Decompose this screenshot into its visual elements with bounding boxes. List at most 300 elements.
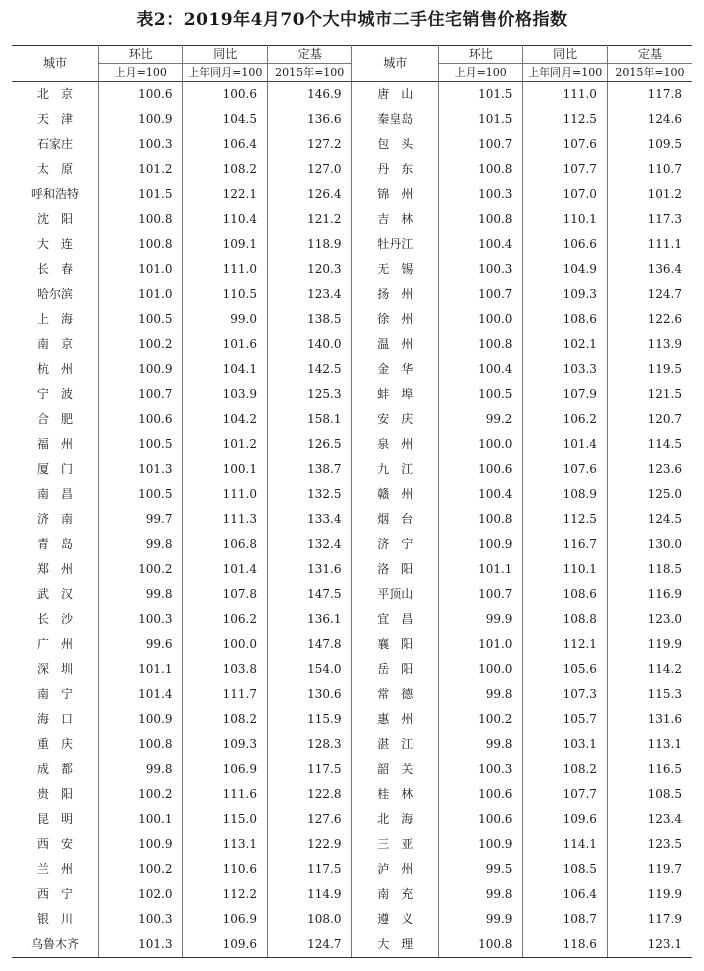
cell-l-yoy: 106.8 [183,532,267,557]
cell-l-base: 118.9 [267,232,351,257]
cell-r-mom: 100.2 [438,707,522,732]
cell-l-mom: 101.5 [99,182,183,207]
table-row [12,782,692,807]
cell-l-mom: 100.2 [99,857,183,882]
cell-l-base: 121.2 [267,207,351,232]
cell-r-mom: 100.9 [438,832,522,857]
cell-l-base: 117.5 [267,757,351,782]
cell-l-base: 120.3 [267,257,351,282]
cell-l-mom: 100.9 [99,357,183,382]
cell-r-base: 117.3 [607,207,692,232]
cell-l-city: 南 京 [36,337,73,351]
table-row [12,857,692,882]
cell-l-city: 杭 州 [36,362,73,376]
cell-l-city: 南 昌 [36,487,73,501]
cell-l-yoy: 104.1 [183,357,267,382]
cell-r-yoy: 105.6 [523,657,607,682]
cell-l-yoy: 100.6 [183,82,267,108]
cell-l-base: 117.5 [267,857,351,882]
cell-r-mom: 100.0 [438,432,522,457]
cell-r-base: 114.5 [607,432,692,457]
cell-l-base: 147.5 [267,582,351,607]
cell-l-yoy: 108.2 [183,707,267,732]
cell-l-yoy: 106.9 [183,907,267,932]
cell-l-mom: 99.8 [99,582,183,607]
cell-l-base: 132.4 [267,532,351,557]
cell-l-base: 128.3 [267,732,351,757]
cell-r-base: 124.5 [607,507,692,532]
cell-l-yoy: 122.1 [183,182,267,207]
cell-r-city: 金 华 [352,357,439,382]
table-row [12,482,692,507]
cell-r-city: 无 锡 [352,257,439,282]
cell-r-mom: 101.5 [438,82,522,108]
cell-r-yoy: 108.9 [523,482,607,507]
cell-r-mom: 100.8 [438,207,522,232]
cell-l-base: 114.9 [267,882,351,907]
cell-r-mom: 100.8 [438,332,522,357]
cell-r-mom: 100.6 [438,457,522,482]
table-row [12,357,692,382]
cell-l-mom: 101.4 [99,682,183,707]
cell-r-base: 116.9 [607,582,692,607]
cell-l-city: 深 圳 [36,662,73,676]
cell-l-yoy: 106.4 [183,132,267,157]
cell-r-city: 吉 林 [352,207,439,232]
cell-l-base: 154.0 [267,657,351,682]
cell-r-city: 徐 州 [352,307,439,332]
cell-r-base: 117.8 [607,82,692,108]
cell-l-city: 宁 波 [36,387,73,401]
cell-r-yoy: 112.5 [523,107,607,132]
cell-r-base: 119.9 [607,632,692,657]
cell-l-base: 126.5 [267,432,351,457]
cell-r-city: 岳 阳 [352,657,439,682]
cell-r-yoy: 107.0 [523,182,607,207]
cell-l-base: 125.3 [267,382,351,407]
cell-r-mom: 99.8 [438,732,522,757]
cell-r-yoy: 105.7 [523,707,607,732]
cell-r-city: 大 理 [352,932,439,958]
table-row [12,457,692,482]
cell-l-base: 138.7 [267,457,351,482]
cell-r-base: 123.4 [607,807,692,832]
table-row [12,382,692,407]
cell-l-city: 贵 阳 [36,787,73,801]
cell-l-city: 长 沙 [36,612,73,626]
cell-l-yoy: 101.4 [183,557,267,582]
cell-r-mom: 101.5 [438,107,522,132]
cell-r-mom: 100.0 [438,307,522,332]
cell-l-city: 北 京 [36,87,73,101]
cell-l-mom: 100.6 [99,82,183,108]
cell-r-yoy: 107.6 [523,457,607,482]
cell-l-base: 131.6 [267,557,351,582]
cell-l-yoy: 100.0 [183,632,267,657]
cell-r-yoy: 108.6 [523,307,607,332]
table-row [12,882,692,907]
cell-l-city: 兰 州 [36,862,73,876]
cell-r-yoy: 103.3 [523,357,607,382]
table-row [12,657,692,682]
cell-l-mom: 100.9 [99,107,183,132]
header-city-right: 城市 [352,46,439,82]
cell-r-base: 119.7 [607,857,692,882]
cell-r-base: 119.9 [607,882,692,907]
cell-l-city: 合 肥 [36,412,73,426]
cell-l-base: 115.9 [267,707,351,732]
cell-r-mom: 100.7 [438,582,522,607]
cell-l-base: 133.4 [267,507,351,532]
cell-r-city: 锦 州 [352,182,439,207]
cell-r-mom: 101.0 [438,632,522,657]
cell-l-base: 132.5 [267,482,351,507]
cell-r-mom: 99.8 [438,682,522,707]
cell-l-city: 长 春 [36,262,73,276]
table-row [12,807,692,832]
cell-r-base: 101.2 [607,182,692,207]
cell-l-mom: 100.9 [99,707,183,732]
cell-r-yoy: 106.6 [523,232,607,257]
cell-l-mom: 100.6 [99,407,183,432]
cell-r-mom: 100.3 [438,757,522,782]
cell-l-city: 海 口 [36,712,73,726]
cell-r-mom: 99.9 [438,607,522,632]
cell-r-base: 114.2 [607,657,692,682]
cell-r-yoy: 107.7 [523,782,607,807]
cell-r-city: 丹 东 [352,157,439,182]
cell-l-mom: 100.8 [99,207,183,232]
cell-r-mom: 100.6 [438,782,522,807]
cell-r-yoy: 106.4 [523,882,607,907]
cell-r-yoy: 107.9 [523,382,607,407]
cell-r-base: 131.6 [607,707,692,732]
cell-r-city: 烟 台 [352,507,439,532]
cell-r-city: 湛 江 [352,732,439,757]
cell-r-base: 115.3 [607,682,692,707]
table-row [12,632,692,657]
cell-l-city: 青 岛 [36,537,73,551]
cell-r-base: 125.0 [607,482,692,507]
cell-l-yoy: 104.5 [183,107,267,132]
cell-r-city: 秦皇岛 [352,107,439,132]
cell-r-base: 119.5 [607,357,692,382]
table-title: 表2：2019年4月70个大中城市二手住宅销售价格指数 [136,10,568,30]
cell-r-base: 111.1 [607,232,692,257]
cell-r-city: 三 亚 [352,832,439,857]
cell-l-base: 127.0 [267,157,351,182]
cell-l-mom: 99.8 [99,532,183,557]
cell-l-base: 136.6 [267,107,351,132]
cell-r-mom: 100.7 [438,282,522,307]
cell-l-mom: 100.9 [99,832,183,857]
cell-r-mom: 100.5 [438,382,522,407]
cell-l-city: 大 连 [36,237,73,251]
price-index-table [12,45,692,958]
cell-r-base: 113.9 [607,332,692,357]
cell-l-city: 郑 州 [36,562,73,576]
cell-r-mom: 99.8 [438,882,522,907]
cell-r-mom: 100.4 [438,357,522,382]
cell-l-base: 146.9 [267,82,351,108]
table-row [12,282,692,307]
cell-r-city: 泸 州 [352,857,439,882]
cell-l-base: 122.9 [267,832,351,857]
cell-l-city: 厦 门 [36,462,73,476]
cell-l-yoy: 115.0 [183,807,267,832]
cell-r-yoy: 110.1 [523,207,607,232]
cell-r-base: 110.7 [607,157,692,182]
header-mom-right: 环比 [438,46,522,64]
table-row [12,307,692,332]
table-row [12,707,692,732]
cell-l-yoy: 108.2 [183,157,267,182]
cell-l-mom: 100.5 [99,432,183,457]
cell-r-yoy: 107.7 [523,157,607,182]
cell-l-mom: 100.3 [99,907,183,932]
table-row [12,907,692,932]
cell-l-mom: 100.1 [99,807,183,832]
cell-r-city: 桂 林 [352,782,439,807]
cell-l-mom: 100.2 [99,557,183,582]
cell-l-mom: 101.3 [99,932,183,958]
cell-r-base: 124.7 [607,282,692,307]
cell-r-yoy: 108.2 [523,757,607,782]
cell-l-base: 124.7 [267,932,351,958]
header-mom-sub-left: 上月=100 [99,64,183,82]
cell-l-city: 西 安 [36,837,73,851]
header-mom-left: 环比 [99,46,183,64]
cell-r-base: 123.1 [607,932,692,958]
cell-r-city: 温 州 [352,332,439,357]
cell-l-base: 142.5 [267,357,351,382]
cell-r-city: 遵 义 [352,907,439,932]
cell-l-yoy: 109.6 [183,932,267,958]
cell-l-city: 太 原 [36,162,73,176]
cell-l-yoy: 103.9 [183,382,267,407]
cell-l-city: 天 津 [36,112,73,126]
cell-l-city: 石家庄 [36,137,73,151]
cell-l-mom: 101.3 [99,457,183,482]
header-yoy-left: 同比 [183,46,267,64]
cell-r-city: 襄 阳 [352,632,439,657]
cell-r-yoy: 102.1 [523,332,607,357]
cell-r-city: 唐 山 [352,82,439,108]
cell-l-city: 上 海 [36,312,73,326]
cell-l-city: 银 川 [36,912,73,926]
cell-l-mom: 102.0 [99,882,183,907]
cell-r-mom: 101.1 [438,557,522,582]
cell-r-city: 济 宁 [352,532,439,557]
cell-l-yoy: 113.1 [183,832,267,857]
cell-l-city: 西 宁 [36,887,73,901]
cell-r-base: 109.5 [607,132,692,157]
cell-l-mom: 100.3 [99,607,183,632]
cell-r-base: 120.7 [607,407,692,432]
cell-r-yoy: 103.1 [523,732,607,757]
cell-l-base: 130.6 [267,682,351,707]
cell-r-mom: 100.6 [438,807,522,832]
cell-r-city: 安 庆 [352,407,439,432]
header-yoy-sub-left: 上年同月=100 [183,64,267,82]
cell-r-base: 118.5 [607,557,692,582]
cell-l-base: 140.0 [267,332,351,357]
table-row [12,757,692,782]
cell-l-base: 136.1 [267,607,351,632]
cell-r-city: 北 海 [352,807,439,832]
cell-l-yoy: 107.8 [183,582,267,607]
cell-l-yoy: 106.2 [183,607,267,632]
table-row [12,182,692,207]
cell-r-base: 116.5 [607,757,692,782]
cell-l-base: 127.6 [267,807,351,832]
cell-r-yoy: 108.8 [523,607,607,632]
cell-l-city: 广 州 [36,637,73,651]
cell-r-yoy: 118.6 [523,932,607,958]
table-row [12,582,692,607]
cell-r-yoy: 110.1 [523,557,607,582]
cell-l-city: 呼和浩特 [30,187,79,201]
cell-r-city: 韶 关 [352,757,439,782]
cell-l-yoy: 104.2 [183,407,267,432]
cell-r-city: 九 江 [352,457,439,482]
cell-r-mom: 99.2 [438,407,522,432]
cell-l-city: 济 南 [36,512,73,526]
cell-r-city: 牡丹江 [352,232,439,257]
cell-r-yoy: 107.6 [523,132,607,157]
cell-l-mom: 100.2 [99,332,183,357]
cell-r-yoy: 106.2 [523,407,607,432]
table-row [12,682,692,707]
table-row [12,432,692,457]
cell-r-city: 赣 州 [352,482,439,507]
cell-r-base: 122.6 [607,307,692,332]
cell-l-mom: 101.0 [99,257,183,282]
header-base-sub-left: 2015年=100 [267,64,351,82]
cell-r-base: 123.5 [607,832,692,857]
cell-l-yoy: 112.2 [183,882,267,907]
cell-l-mom: 100.3 [99,132,183,157]
cell-l-base: 147.8 [267,632,351,657]
header-yoy-right: 同比 [523,46,607,64]
cell-l-base: 123.4 [267,282,351,307]
cell-l-yoy: 110.4 [183,207,267,232]
cell-l-mom: 101.1 [99,657,183,682]
cell-l-yoy: 100.1 [183,457,267,482]
header-mom-sub-right: 上月=100 [438,64,522,82]
cell-l-yoy: 110.5 [183,282,267,307]
cell-r-city: 宜 昌 [352,607,439,632]
cell-l-mom: 101.0 [99,282,183,307]
cell-l-mom: 99.6 [99,632,183,657]
cell-l-city: 重 庆 [36,737,73,751]
cell-l-city: 昆 明 [36,812,73,826]
cell-r-yoy: 114.1 [523,832,607,857]
cell-l-base: 108.0 [267,907,351,932]
cell-r-mom: 100.4 [438,482,522,507]
cell-l-city: 成 都 [36,762,73,776]
table-row [12,107,692,132]
cell-l-yoy: 99.0 [183,307,267,332]
cell-r-city: 惠 州 [352,707,439,732]
table-row [12,557,692,582]
cell-l-mom: 100.2 [99,782,183,807]
cell-r-city: 南 充 [352,882,439,907]
table-row [12,257,692,282]
cell-r-city: 平顶山 [352,582,439,607]
cell-l-yoy: 103.8 [183,657,267,682]
cell-r-mom: 100.3 [438,182,522,207]
cell-l-mom: 101.2 [99,157,183,182]
cell-l-mom: 100.8 [99,732,183,757]
cell-r-yoy: 108.7 [523,907,607,932]
table-row [12,157,692,182]
table-row [12,732,692,757]
cell-r-city: 常 德 [352,682,439,707]
cell-r-yoy: 109.3 [523,282,607,307]
cell-r-mom: 100.4 [438,232,522,257]
cell-l-base: 126.4 [267,182,351,207]
cell-r-base: 130.0 [607,532,692,557]
cell-r-yoy: 108.5 [523,857,607,882]
table-header [12,46,692,82]
table-row [12,607,692,632]
table-row [12,507,692,532]
cell-r-yoy: 116.7 [523,532,607,557]
cell-l-city: 乌鲁木齐 [12,932,99,958]
cell-l-base: 138.5 [267,307,351,332]
table-row [12,132,692,157]
cell-r-yoy: 112.1 [523,632,607,657]
cell-r-city: 洛 阳 [352,557,439,582]
cell-r-base: 136.4 [607,257,692,282]
cell-l-base: 122.8 [267,782,351,807]
cell-l-yoy: 111.3 [183,507,267,532]
cell-r-yoy: 109.6 [523,807,607,832]
cell-l-city: 福 州 [36,437,73,451]
cell-r-mom: 100.3 [438,257,522,282]
table-row [12,232,692,257]
cell-l-yoy: 101.6 [183,332,267,357]
cell-l-yoy: 109.1 [183,232,267,257]
cell-r-mom: 99.9 [438,907,522,932]
cell-r-city: 包 头 [352,132,439,157]
table-row [12,832,692,857]
header-city-left: 城市 [12,46,99,82]
cell-l-base: 158.1 [267,407,351,432]
cell-l-mom: 99.7 [99,507,183,532]
cell-r-mom: 100.8 [438,932,522,958]
cell-l-city: 哈尔滨 [36,287,73,301]
cell-l-mom: 99.8 [99,757,183,782]
cell-l-mom: 100.5 [99,482,183,507]
cell-l-base: 127.2 [267,132,351,157]
cell-r-yoy: 108.6 [523,582,607,607]
cell-l-yoy: 111.6 [183,782,267,807]
header-yoy-sub-right: 上年同月=100 [523,64,607,82]
cell-r-yoy: 104.9 [523,257,607,282]
cell-r-city: 扬 州 [352,282,439,307]
cell-r-base: 121.5 [607,382,692,407]
cell-r-base: 117.9 [607,907,692,932]
cell-l-yoy: 111.0 [183,257,267,282]
table-row [12,407,692,432]
cell-l-yoy: 111.0 [183,482,267,507]
cell-r-yoy: 112.5 [523,507,607,532]
cell-r-city: 泉 州 [352,432,439,457]
header-base-sub-right: 2015年=100 [607,64,692,82]
cell-l-yoy: 101.2 [183,432,267,457]
